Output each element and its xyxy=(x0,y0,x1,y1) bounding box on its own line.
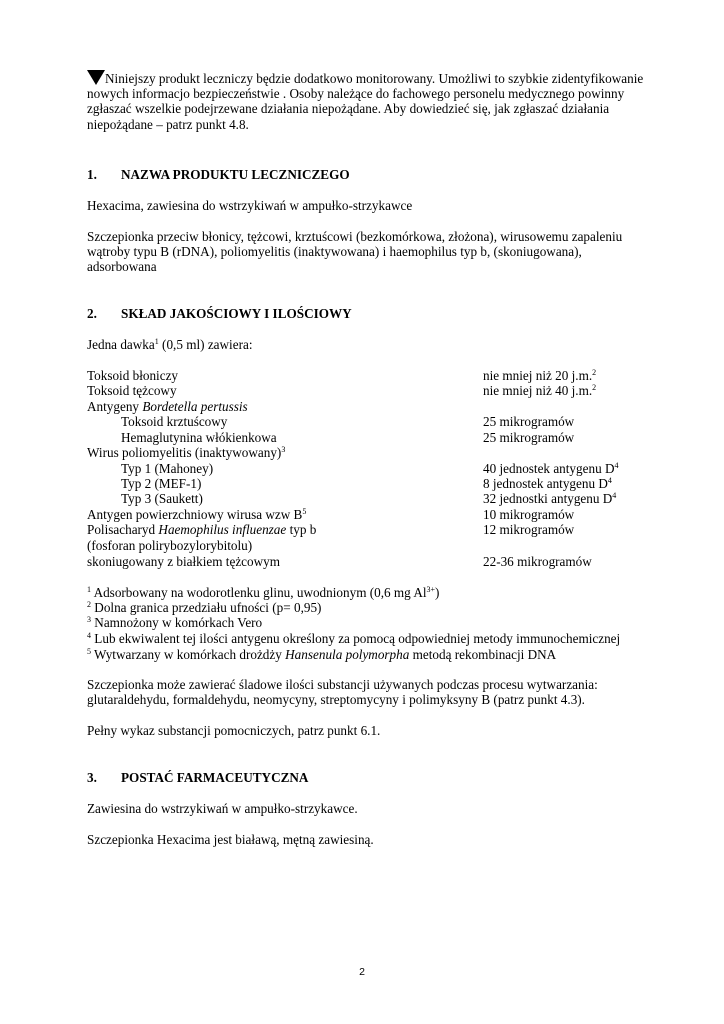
footnote: $^3$ Namnożony w komórkach Vero xyxy=(87,615,263,630)
excipients-reference: Pełny wykaz substancji pomocniczych, patrz punkt 6.1. xyxy=(87,723,381,738)
composition-row: (fosforan polirybozylorybitolu) xyxy=(87,538,253,553)
product-name: Hexacima, zawiesina do wstrzykiwań w ampułko-strzykawce xyxy=(87,198,413,213)
section-2-heading: 2. SKŁAD JAKOŚCIOWY I ILOŚCIOWY xyxy=(87,306,352,321)
composition-row: Hemaglutynina włókienkowa 25 mikrogramów xyxy=(121,430,575,445)
black-triangle-icon xyxy=(87,70,105,85)
pharmaceutical-form: Zawiesina do wstrzykiwań w ampułko-strzykawce. xyxy=(87,801,358,816)
composition-row: Antygeny Bordetella pertussis xyxy=(87,399,248,414)
section-1-heading: 1. NAZWA PRODUKTU LECZNICZEGO xyxy=(87,167,350,182)
footnote: $^1$ Adsorbowany na wodorotlenku glinu, uwodnionym (0,6 mg $Al^{3+}$) xyxy=(87,585,440,600)
composition-row: Wirus poliomyelitis (inaktywowany)$^3$ xyxy=(87,445,286,460)
appearance: Szczepionka Hexacima jest białawą, mętną zawiesiną. xyxy=(87,832,374,847)
composition-row: Toksoid tężcowy nie mniej niż 40 j.m.$^2$ xyxy=(87,383,597,398)
section-3-heading: 3. POSTAĆ FARMACEUTYCZNA xyxy=(87,770,309,785)
trace-substances: Szczepionka może zawierać śladowe ilości substancji używanych podczas procesu wytwarzania: glutaraldehydu, formaldehydu, neomycyny, streptomycyny i polimyksyny B (patrz punkt 4.3). xyxy=(87,677,598,708)
composition-row: skoniugowany z białkiem tężcowym 22-36 mikrogramów xyxy=(87,554,592,569)
black-triangle-notice xyxy=(87,70,647,132)
footnote: $^5$ Wytwarzany w komórkach drożdży Hansenula polymorpha metodą rekombinacji DNA xyxy=(87,647,557,662)
composition-row: Typ 3 (Saukett) 32 jednostki antygenu $D^4$ xyxy=(121,491,617,506)
composition-row: Polisacharyd Haemophilus influenzae typ b 12 mikrogramów xyxy=(87,522,575,537)
notice-text: Niniejszy produkt leczniczy będzie dodatkowo monitorowany. Umożliwi to szybkie zidentyfikowanie nowych informacjo bezpieczeństwie . Osoby należące do fachowego personelu medycznego powinny zgłaszać wszelkie podejrzewane działania niepożądane. Aby dowiedzieć się, jak zgłaszać działania niepożądane – patrz punkt 4.8. xyxy=(87,71,644,132)
dose-line: Jedna dawka$^1$ (0,5 ml) zawiera: xyxy=(87,337,253,352)
composition-row: Typ 1 (Mahoney) 40 jednostek antygenu $D^4$ xyxy=(121,461,619,476)
composition-row: Antygen powierzchniowy wirusa wzw $B^5$ 10 mikrogramów xyxy=(87,507,575,522)
page-number: 2 xyxy=(359,966,365,978)
product-description: Szczepionka przeciw błonicy, tężcowi, krztuścowi (bezkomórkowa, złożona), wirusowemu zapaleniu wątroby typu B (rDNA), poliomyelitis (inaktywowana) i haemophilus typ b, (skoniugowana), adsorbowana xyxy=(87,229,623,275)
composition-row: Typ 2 (MEF-1) 8 jednostek antygenu $D^4$ xyxy=(121,476,612,491)
composition-row: Toksoid krztuścowy 25 mikrogramów xyxy=(121,414,575,429)
composition-row: Toksoid błoniczy nie mniej niż 20 j.m.$^2$ xyxy=(87,368,597,383)
footnote: $^2$ Dolna granica przedziału ufności (p= 0,95) xyxy=(87,600,322,615)
footnote: $^4$ Lub ekwiwalent tej ilości antygenu określony za pomocą odpowiedniej metody immunochemicznej xyxy=(87,631,621,646)
